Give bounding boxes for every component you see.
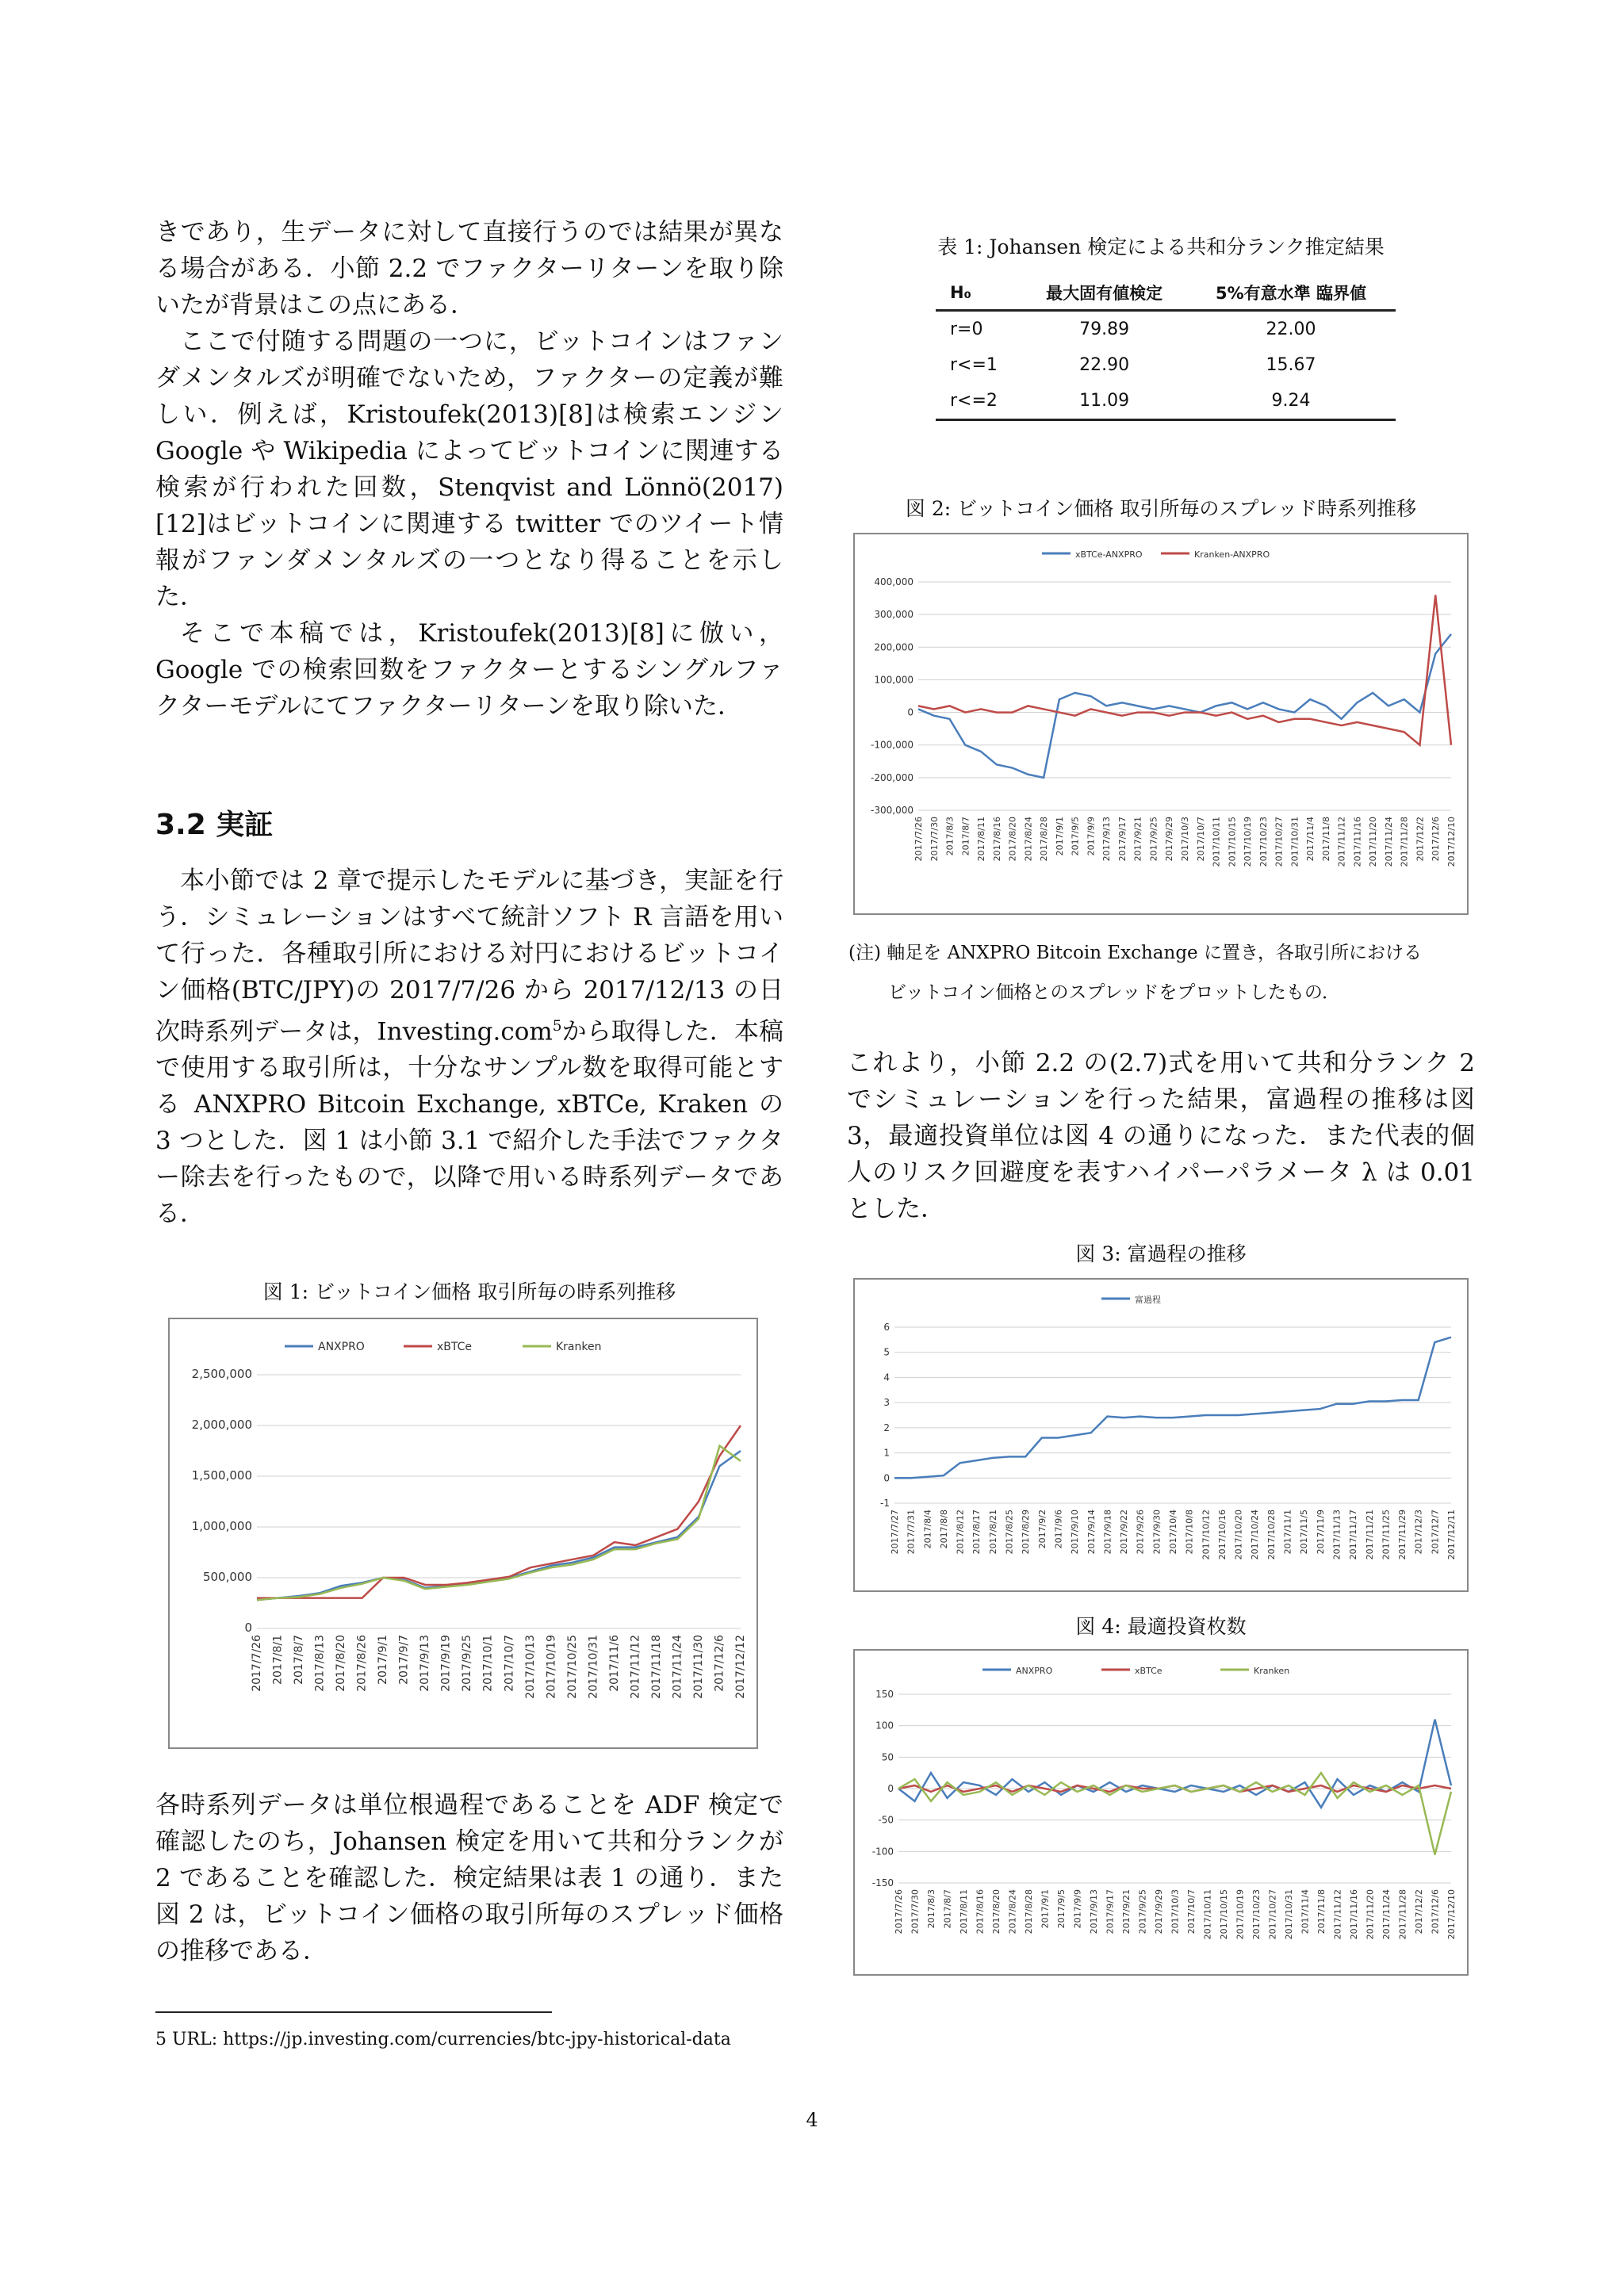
x-tick-label: 2017/11/9: [1315, 1510, 1326, 1555]
x-tick-label: 2017/11/4: [1305, 817, 1316, 862]
table-header: H₀: [936, 276, 1022, 311]
x-tick-label: 2017/9/14: [1086, 1510, 1097, 1555]
x-tick-label: 2017/12/12: [734, 1635, 747, 1699]
paragraph-2: ここで付随する問題の一つに，ビットコインはファンダメンタルズが明確でないため，ファクターの定義が難しい．例えば，Kristoufek(2013)[8]は検索エンジン Google や Wikipedia によってビットコインに関連する検索が行われた回数，Stenqvist and Lönnö(2017)[12]はビットコインに関連する twitter でのツイート情報がファンダメンタルズの一つとなり得ることを示した．: [155, 327, 783, 611]
y-tick-label: 50: [881, 1751, 894, 1763]
y-tick-label: 4: [883, 1372, 890, 1383]
x-tick-label: 2017/10/11: [1202, 1889, 1213, 1940]
fig4-caption: 図 4: 最適投資枚数: [1075, 1615, 1247, 1638]
x-tick-label: 2017/10/28: [1266, 1510, 1277, 1560]
x-tick-label: 2017/10/7: [1186, 1889, 1197, 1934]
x-tick-label: 2017/11/24: [1381, 1889, 1392, 1940]
x-tick-label: 2017/8/1: [271, 1635, 285, 1685]
y-tick-label: -50: [878, 1814, 894, 1826]
paragraph-6: これより，小節 2.2 の(2.7)式を用いて共和分ランク 2 でシミュレーションを行った結果，富過程の推移は図 3，最適投資単位は図 4 の通りになった．また代表的個人のリスク回避度を表すハイパーパラメータ λ は 0.01 とした．: [847, 1049, 1475, 1223]
x-tick-label: 2017/12/6: [1430, 1889, 1441, 1934]
x-tick-label: 2017/10/7: [503, 1635, 516, 1692]
y-tick-label: 0: [887, 1783, 894, 1794]
x-tick-label: 2017/9/7: [397, 1635, 411, 1685]
x-tick-label: 2017/9/10: [1070, 1510, 1081, 1555]
legend-label: Kranken: [1254, 1666, 1290, 1676]
y-tick-label: 300,000: [874, 609, 914, 621]
table-cell: 15.67: [1266, 355, 1316, 375]
fig1-caption: 図 1: ビットコイン価格 取引所毎の時系列推移: [262, 1280, 676, 1303]
x-tick-label: 2017/10/19: [1243, 817, 1254, 867]
x-tick-label: 2017/11/8: [1316, 1889, 1327, 1934]
series-line: [898, 1720, 1451, 1808]
footnote-ref: 5: [552, 1018, 562, 1035]
x-tick-label: 2017/9/13: [419, 1635, 432, 1692]
x-tick-label: 2017/9/30: [1151, 1510, 1162, 1555]
x-tick-label: 2017/11/8: [1320, 817, 1331, 862]
x-tick-label: 2017/9/17: [1105, 1889, 1116, 1934]
x-tick-label: 2017/8/11: [976, 817, 987, 862]
x-tick-label: 2017/7/30: [910, 1889, 921, 1934]
x-tick-label: 2017/8/13: [313, 1635, 327, 1692]
fig3-svg: [855, 1280, 1467, 1590]
section-title: 3.2 実証: [155, 809, 274, 841]
y-tick-label: 100: [875, 1720, 894, 1732]
fig3-caption: 図 3: 富過程の推移: [1075, 1242, 1247, 1265]
x-tick-label: 2017/11/12: [1336, 817, 1347, 867]
table-cell: r<=1: [950, 355, 998, 375]
x-tick-label: 2017/8/24: [1023, 817, 1034, 862]
x-tick-label: 2017/8/16: [991, 817, 1002, 862]
x-tick-label: 2017/8/4: [922, 1510, 933, 1549]
y-tick-label: -300,000: [871, 805, 914, 816]
x-tick-label: 2017/11/28: [1397, 1889, 1408, 1940]
x-tick-label: 2017/11/5: [1299, 1510, 1310, 1555]
x-tick-label: 2017/11/1: [1282, 1510, 1293, 1555]
x-tick-label: 2017/10/27: [1267, 1889, 1278, 1940]
legend-label: xBTCe: [437, 1341, 473, 1353]
left-column: [155, 214, 783, 725]
series-line: [257, 1446, 741, 1601]
paragraph-6-wrap: [847, 1045, 1475, 1227]
y-tick-label: 2,500,000: [191, 1367, 252, 1381]
table-cell: 11.09: [1022, 383, 1186, 420]
x-tick-label: 2017/11/16: [1352, 817, 1363, 867]
table-row: [936, 383, 1396, 420]
y-tick-label: 2,000,000: [191, 1418, 252, 1432]
x-tick-label: 2017/12/3: [1413, 1510, 1424, 1555]
x-tick-label: 2017/8/8: [938, 1510, 949, 1549]
x-tick-label: 2017/10/3: [1170, 1889, 1181, 1934]
paragraph-4-text-b: から取得した．本稿で使用する取引所は，十分なサンプル数を取得可能とする ANXPRO Bitcoin Exchange, xBTCe, Kraken の 3 つとした．図 1 は小節 3.1 で紹介した手法でファクター除去を行ったもので，以降で用いる時系列データである．: [155, 1017, 783, 1229]
x-tick-label: 2017/8/28: [1024, 1889, 1034, 1934]
series-line: [257, 1425, 741, 1598]
x-tick-label: 2017/12/6: [713, 1635, 726, 1692]
x-tick-label: 2017/8/20: [991, 1889, 1002, 1934]
y-tick-label: -150: [871, 1877, 894, 1888]
legend-label: ANXPRO: [1016, 1666, 1053, 1676]
y-tick-label: 500,000: [202, 1570, 252, 1584]
x-tick-label: 2017/8/28: [1039, 817, 1050, 862]
x-tick-label: 2017/11/29: [1397, 1510, 1408, 1560]
x-tick-label: 2017/10/7: [1195, 817, 1206, 862]
x-tick-label: 2017/11/25: [1381, 1510, 1392, 1560]
table-cell: r<=2: [936, 383, 1022, 420]
page-number: 4: [806, 2109, 818, 2131]
x-tick-label: 2017/9/5: [1056, 1889, 1067, 1929]
x-tick-label: 2017/10/23: [1251, 1889, 1262, 1940]
y-tick-label: 0: [244, 1621, 252, 1635]
y-tick-label: 3: [883, 1397, 890, 1409]
x-tick-label: 2017/8/17: [971, 1510, 982, 1555]
x-tick-label: 2017/11/6: [607, 1635, 621, 1692]
x-tick-label: 2017/11/16: [1349, 1889, 1359, 1940]
johansen-table: [936, 276, 1396, 421]
x-tick-label: 2017/7/26: [894, 1889, 904, 1934]
fig4-chart: [853, 1649, 1469, 1976]
fig2-note-1: (注) 軸足を ANXPRO Bitcoin Exchange に置き，各取引所における: [848, 943, 1423, 963]
footnote-rule: [155, 2011, 552, 2013]
x-tick-label: 2017/12/6: [1431, 817, 1442, 862]
x-tick-label: 2017/11/24: [671, 1635, 684, 1699]
table-header: 最大固有値検定: [1022, 276, 1186, 311]
x-tick-label: 2017/10/20: [1233, 1510, 1244, 1560]
x-tick-label: 2017/9/13: [1101, 817, 1113, 862]
legend-label: Kranken-ANXPRO: [1194, 549, 1270, 560]
fig1-chart: [168, 1318, 758, 1749]
x-tick-label: 2017/11/17: [1348, 1510, 1359, 1560]
x-tick-label: 2017/8/3: [944, 817, 956, 856]
y-tick-label: 200,000: [874, 641, 914, 653]
x-tick-label: 2017/11/20: [1368, 817, 1379, 867]
fig2-svg: [855, 534, 1467, 913]
x-tick-label: 2017/7/31: [906, 1510, 917, 1555]
fig3-chart: [853, 1278, 1469, 1592]
paragraph-1: きであり，生データに対して直接行うのでは結果が異なる場合がある．小節 2.2 でファクターリターンを取り除いたが背景はこの点にある．: [155, 218, 783, 320]
legend-label: xBTCe-ANXPRO: [1075, 549, 1143, 560]
paragraph-3: そこで本稿では，Kristoufek(2013)[8]に倣い，Google での検索回数をファクターとするシングルファクターモデルにてファクターリターンを取り除いた．: [155, 619, 783, 721]
table-cell: 9.24: [1186, 383, 1396, 420]
x-tick-label: 2017/12/2: [1415, 817, 1426, 862]
y-tick-label: 1,000,000: [191, 1519, 252, 1533]
table-cell: 79.89: [1079, 320, 1130, 339]
x-tick-label: 2017/8/3: [926, 1889, 936, 1929]
x-tick-label: 2017/9/26: [1135, 1510, 1146, 1555]
y-tick-label: 0: [907, 706, 914, 718]
x-tick-label: 2017/10/24: [1250, 1510, 1261, 1560]
x-tick-label: 2017/8/24: [1007, 1889, 1018, 1934]
x-tick-label: 2017/9/21: [1121, 1889, 1132, 1934]
x-tick-label: 2017/11/4: [1300, 1889, 1311, 1934]
x-tick-label: 2017/10/31: [1289, 817, 1300, 867]
fig4-svg: [855, 1651, 1467, 1974]
x-tick-label: 2017/8/29: [1021, 1510, 1032, 1555]
paragraph-4-text-a: 本小節では 2 章で提示したモデルに基づき，実証を行う．シミュレーションはすべて統計ソフト R 言語を用いて行った．各種取引所における対円におけるビットコイン価格(BTC/JPY)の 2017/7/26 から 2017/12/13 の日次時系列データは，Investing.com: [155, 867, 783, 1047]
x-tick-label: 2017/9/6: [1053, 1510, 1064, 1549]
x-tick-label: 2017/10/13: [523, 1635, 537, 1699]
x-tick-label: 2017/9/17: [1116, 817, 1128, 862]
paragraph-4: [155, 863, 783, 1232]
x-tick-label: 2017/12/2: [1414, 1889, 1424, 1934]
y-tick-label: -100,000: [871, 739, 914, 751]
series-line: [898, 1773, 1451, 1854]
x-tick-label: 2017/10/12: [1201, 1510, 1212, 1560]
x-tick-label: 2017/10/19: [1235, 1889, 1246, 1940]
x-tick-label: 2017/10/4: [1168, 1510, 1178, 1555]
x-tick-label: 2017/9/25: [461, 1635, 474, 1692]
legend-label: xBTCe: [1135, 1666, 1162, 1676]
table-row: [936, 311, 1396, 348]
series-line: [918, 634, 1451, 778]
y-tick-label: 100,000: [874, 674, 914, 686]
x-tick-label: 2017/8/12: [955, 1510, 966, 1555]
fig2-caption: 図 2: ビットコイン価格 取引所毎のスプレッド時系列推移: [905, 497, 1417, 520]
x-tick-label: 2017/12/10: [1446, 1889, 1457, 1940]
x-tick-label: 2017/10/31: [587, 1635, 600, 1699]
x-tick-label: 2017/9/2: [1036, 1510, 1048, 1549]
x-tick-label: 2017/9/9: [1086, 817, 1097, 856]
y-tick-label: 5: [883, 1346, 890, 1358]
y-tick-label: -200,000: [871, 771, 914, 783]
x-tick-label: 2017/9/22: [1119, 1510, 1130, 1555]
x-tick-label: 2017/9/1: [377, 1635, 390, 1685]
x-tick-label: 2017/11/12: [629, 1635, 642, 1699]
x-tick-label: 2017/10/11: [1211, 817, 1222, 867]
x-tick-label: 2017/9/21: [1132, 817, 1143, 862]
table-cell: 22.00: [1266, 320, 1316, 339]
footnote: 5 URL: https://jp.investing.com/currencies/btc-jpy-historical-data: [155, 2030, 731, 2049]
x-tick-label: 2017/9/29: [1154, 1889, 1164, 1934]
x-tick-label: 2017/8/20: [335, 1635, 348, 1692]
legend-label: ANXPRO: [318, 1341, 365, 1353]
table-caption: 表 1: Johansen 検定による共和分ランク推定結果: [937, 235, 1385, 258]
x-tick-label: 2017/9/25: [1137, 1889, 1148, 1934]
x-tick-label: 2017/10/16: [1216, 1510, 1228, 1560]
x-tick-label: 2017/12/7: [1430, 1510, 1441, 1555]
x-tick-label: 2017/12/11: [1446, 1510, 1457, 1560]
x-tick-label: 2017/9/1: [1054, 817, 1065, 856]
x-tick-label: 2017/10/1: [481, 1635, 495, 1692]
x-tick-label: 2017/10/3: [1180, 817, 1190, 862]
x-tick-label: 2017/10/8: [1184, 1510, 1195, 1555]
series-line: [918, 595, 1451, 744]
x-tick-label: 2017/10/19: [545, 1635, 558, 1699]
y-tick-label: 1,500,000: [191, 1468, 252, 1483]
table-header: 5%有意水準 臨界値: [1186, 276, 1396, 311]
x-tick-label: 2017/9/18: [1102, 1510, 1113, 1555]
y-tick-label: -1: [880, 1498, 890, 1509]
x-tick-label: 2017/10/15: [1219, 1889, 1229, 1940]
x-tick-label: 2017/11/30: [691, 1635, 705, 1699]
table-row: [936, 347, 1396, 383]
x-tick-label: 2017/8/7: [293, 1635, 306, 1685]
y-tick-label: 2: [883, 1422, 890, 1433]
x-tick-label: 2017/11/18: [649, 1635, 663, 1699]
table-cell: 22.90: [1079, 355, 1130, 375]
x-tick-label: 2017/7/30: [929, 817, 940, 862]
legend-label: Kranken: [556, 1341, 602, 1353]
x-tick-label: 2017/8/11: [959, 1889, 969, 1934]
x-tick-label: 2017/10/25: [565, 1635, 579, 1699]
x-tick-label: 2017/11/28: [1399, 817, 1410, 867]
paragraph-5-wrap: [155, 1787, 783, 1969]
x-tick-label: 2017/8/25: [1004, 1510, 1015, 1555]
x-tick-label: 2017/8/7: [942, 1889, 953, 1929]
x-tick-label: 2017/11/24: [1383, 817, 1394, 867]
x-tick-label: 2017/9/19: [439, 1635, 453, 1692]
x-tick-label: 2017/9/9: [1072, 1889, 1083, 1929]
x-tick-label: 2017/11/12: [1332, 1889, 1343, 1940]
x-tick-label: 2017/9/13: [1089, 1889, 1099, 1934]
y-tick-label: 150: [875, 1689, 894, 1700]
x-tick-label: 2017/11/13: [1331, 1510, 1342, 1560]
x-tick-label: 2017/7/26: [251, 1635, 263, 1692]
table-cell: r=0: [950, 320, 983, 339]
x-tick-label: 2017/10/15: [1227, 817, 1238, 867]
x-tick-label: 2017/8/16: [975, 1889, 986, 1934]
y-tick-label: 6: [883, 1322, 890, 1333]
x-tick-label: 2017/10/31: [1284, 1889, 1294, 1940]
x-tick-label: 2017/8/7: [960, 817, 971, 856]
x-tick-label: 2017/9/25: [1148, 817, 1159, 862]
y-tick-label: -100: [871, 1846, 894, 1858]
x-tick-label: 2017/8/21: [987, 1510, 998, 1555]
paragraph-5: 各時系列データは単位根過程であることを ADF 検定で確認したのち，Johansen 検定を用いて共和分ランクが 2 であることを確認した．検定結果は表 1 の通り．また図 2 は，ビットコイン価格の取引所毎のスプレッド価格の推移である．: [155, 1791, 783, 1965]
y-tick-label: 400,000: [874, 576, 914, 587]
fig2-note-2: ビットコイン価格とのスプレッドをプロットしたもの．: [888, 982, 1340, 1003]
y-tick-label: 0: [883, 1472, 890, 1484]
fig2-chart: [853, 533, 1469, 915]
legend-label: 富過程: [1135, 1295, 1161, 1305]
x-tick-label: 2017/9/29: [1164, 817, 1175, 862]
x-tick-label: 2017/11/20: [1365, 1889, 1376, 1940]
x-tick-label: 2017/9/5: [1070, 817, 1081, 856]
fig1-svg: [170, 1319, 756, 1747]
x-tick-label: 2017/10/23: [1258, 817, 1269, 867]
x-tick-label: 2017/7/27: [890, 1510, 900, 1555]
x-tick-label: 2017/8/20: [1007, 817, 1018, 862]
x-tick-label: 2017/7/26: [914, 817, 924, 862]
table-header-row: [936, 276, 1396, 311]
x-tick-label: 2017/12/10: [1446, 817, 1457, 867]
x-tick-label: 2017/8/26: [355, 1635, 369, 1692]
series-line: [894, 1337, 1451, 1479]
x-tick-label: 2017/11/21: [1364, 1510, 1375, 1560]
x-tick-label: 2017/9/1: [1040, 1889, 1051, 1929]
y-tick-label: 1: [883, 1447, 890, 1459]
x-tick-label: 2017/10/27: [1274, 817, 1285, 867]
